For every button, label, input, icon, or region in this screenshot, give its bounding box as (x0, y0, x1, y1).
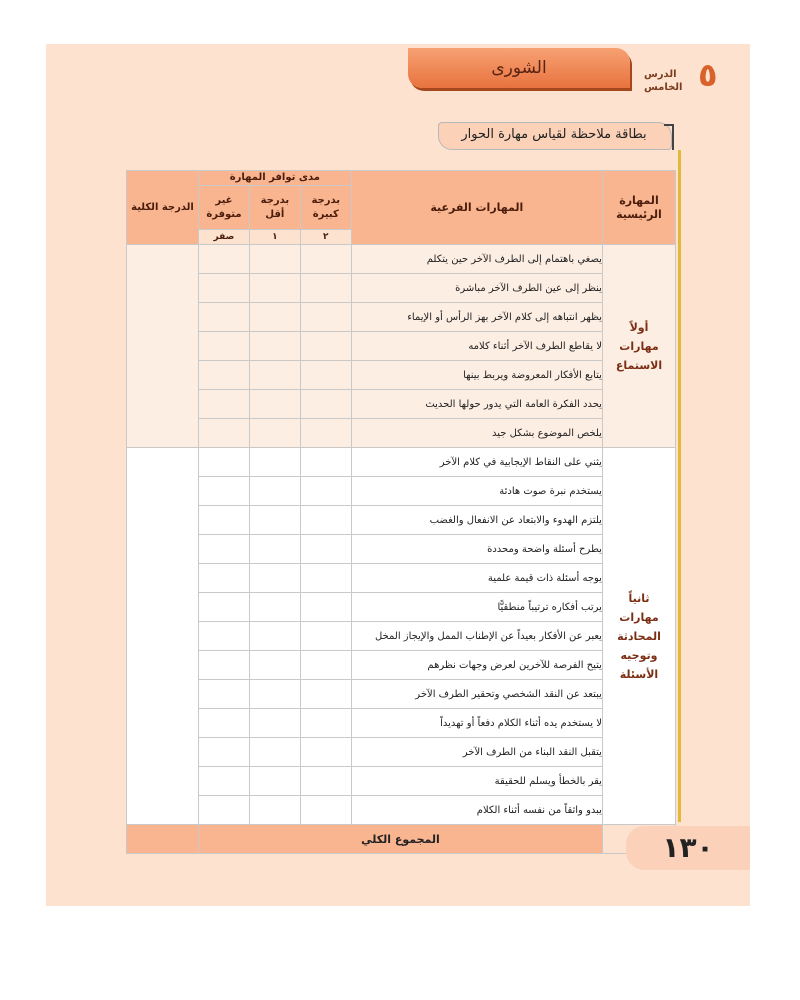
header-high: بدرجة كبيرة (300, 186, 351, 230)
score-box[interactable] (198, 680, 249, 709)
score-box[interactable] (300, 738, 351, 767)
skill-row: يحدد الفكرة العامة التي يدور حولها الحديث (351, 390, 602, 419)
skill-row: لا يقاطع الطرف الآخر أثناء كلامه (351, 332, 602, 361)
score-high: ٢ (300, 230, 351, 245)
section-conversation-label: ثانياً مهارات المحادثة وتوجيه الأسئلة (602, 448, 675, 825)
score-box[interactable] (249, 767, 300, 796)
score-box[interactable] (249, 738, 300, 767)
score-box[interactable] (300, 680, 351, 709)
score-low: ١ (249, 230, 300, 245)
score-box[interactable] (249, 390, 300, 419)
skill-row: يتقبل النقد البناء من الطرف الآخر (351, 738, 602, 767)
skill-row: يثني على النقاط الإيجابية في كلام الآخر (351, 448, 602, 477)
score-box[interactable] (300, 767, 351, 796)
skill-row: يلتزم الهدوء والابتعاد عن الانفعال والغضب (351, 506, 602, 535)
lesson-number: ٥ (698, 56, 718, 94)
score-box[interactable] (198, 245, 249, 274)
skill-row: يصغي باهتمام إلى الطرف الآخر حين يتكلم (351, 245, 602, 274)
score-box[interactable] (300, 419, 351, 448)
lesson-title: الشورى (491, 58, 547, 78)
score-box[interactable] (198, 564, 249, 593)
score-box[interactable] (198, 796, 249, 825)
score-box[interactable] (249, 361, 300, 390)
score-box[interactable] (198, 767, 249, 796)
score-box[interactable] (198, 390, 249, 419)
score-box[interactable] (249, 506, 300, 535)
score-box[interactable] (300, 274, 351, 303)
score-box[interactable] (300, 564, 351, 593)
score-box[interactable] (198, 448, 249, 477)
score-box[interactable] (300, 651, 351, 680)
total-box-listening[interactable] (127, 245, 199, 448)
score-box[interactable] (249, 680, 300, 709)
page-number: ١٣٠ (662, 831, 714, 864)
score-box[interactable] (198, 709, 249, 738)
score-box[interactable] (198, 738, 249, 767)
score-box[interactable] (249, 448, 300, 477)
skill-row: يبدو واثقاً من نفسه أثناء الكلام (351, 796, 602, 825)
score-box[interactable] (198, 477, 249, 506)
score-box[interactable] (198, 622, 249, 651)
score-box[interactable] (198, 361, 249, 390)
skill-row: يبتعد عن النقد الشخصي وتحقير الطرف الآخر (351, 680, 602, 709)
score-box[interactable] (300, 535, 351, 564)
score-box[interactable] (300, 390, 351, 419)
score-box[interactable] (300, 506, 351, 535)
score-box[interactable] (300, 477, 351, 506)
skill-row: لا يستخدم يده أثناء الكلام دفعاً أو تهديداً (351, 709, 602, 738)
score-box[interactable] (198, 303, 249, 332)
score-box[interactable] (249, 245, 300, 274)
header-low: بدرجة أقل (249, 186, 300, 230)
score-none: صفر (198, 230, 249, 245)
skill-row: يتابع الأفكار المعروضة ويربط بينها (351, 361, 602, 390)
score-box[interactable] (300, 709, 351, 738)
header-main-skill: المهارة الرئيسية (602, 171, 675, 245)
score-box[interactable] (249, 564, 300, 593)
lesson-label (644, 68, 696, 94)
total-label: المجموع الكلي (198, 825, 602, 854)
skill-row: ينظر إلى عين الطرف الآخر مباشرة (351, 274, 602, 303)
margin-line (678, 150, 681, 822)
card-title: بطاقة ملاحظة لقياس مهارة الحوار (461, 127, 647, 142)
score-box[interactable] (249, 651, 300, 680)
score-box[interactable] (249, 622, 300, 651)
header-frequency: مدى توافر المهارة (198, 171, 351, 186)
score-box[interactable] (300, 796, 351, 825)
skill-row: يستخدم نبرة صوت هادئة (351, 477, 602, 506)
score-box[interactable] (249, 709, 300, 738)
skill-row: يرتب أفكاره ترتيباً منطقيًّا (351, 593, 602, 622)
section-listening-label: أولاً مهارات الاستماع (602, 245, 675, 448)
header-sub-skills: المهارات الفرعية (351, 171, 602, 245)
header-total: الدرجة الكلية (127, 171, 199, 245)
score-box[interactable] (249, 477, 300, 506)
score-box[interactable] (300, 448, 351, 477)
skill-row: يوجه أسئلة ذات قيمة علمية (351, 564, 602, 593)
score-box[interactable] (300, 593, 351, 622)
score-box[interactable] (300, 622, 351, 651)
skill-row: يتيح الفرصة للآخرين لعرض وجهات نظرهم (351, 651, 602, 680)
score-box[interactable] (300, 245, 351, 274)
score-box[interactable] (249, 796, 300, 825)
score-box[interactable] (300, 332, 351, 361)
score-box[interactable] (249, 332, 300, 361)
score-box[interactable] (300, 361, 351, 390)
skill-row: يعبر عن الأفكار بعيداً عن الإطناب الممل والإيجاز المخل (351, 622, 602, 651)
total-box-conversation[interactable] (127, 448, 199, 825)
score-box[interactable] (198, 535, 249, 564)
score-box[interactable] (249, 303, 300, 332)
score-box[interactable] (249, 419, 300, 448)
score-box[interactable] (249, 535, 300, 564)
lesson-label-line1: الدرس (644, 69, 677, 80)
score-box[interactable] (198, 332, 249, 361)
skill-row: يلخص الموضوع بشكل جيد (351, 419, 602, 448)
score-box[interactable] (198, 419, 249, 448)
observation-table (126, 170, 676, 854)
score-box[interactable] (198, 651, 249, 680)
header-none: غير متوفرة (198, 186, 249, 230)
skill-row: يظهر انتباهه إلى كلام الآخر بهز الرأس أو الإيماء (351, 303, 602, 332)
score-box[interactable] (198, 593, 249, 622)
score-box[interactable] (249, 274, 300, 303)
score-box[interactable] (198, 506, 249, 535)
skill-row: يطرح أسئلة واضحة ومحددة (351, 535, 602, 564)
score-box[interactable] (249, 593, 300, 622)
skill-row: يقر بالخطأ ويسلم للحقيقة (351, 767, 602, 796)
score-box[interactable] (300, 303, 351, 332)
score-box[interactable] (198, 274, 249, 303)
lesson-label-line2: الخامس (644, 82, 683, 93)
grand-total-box[interactable] (127, 825, 199, 854)
